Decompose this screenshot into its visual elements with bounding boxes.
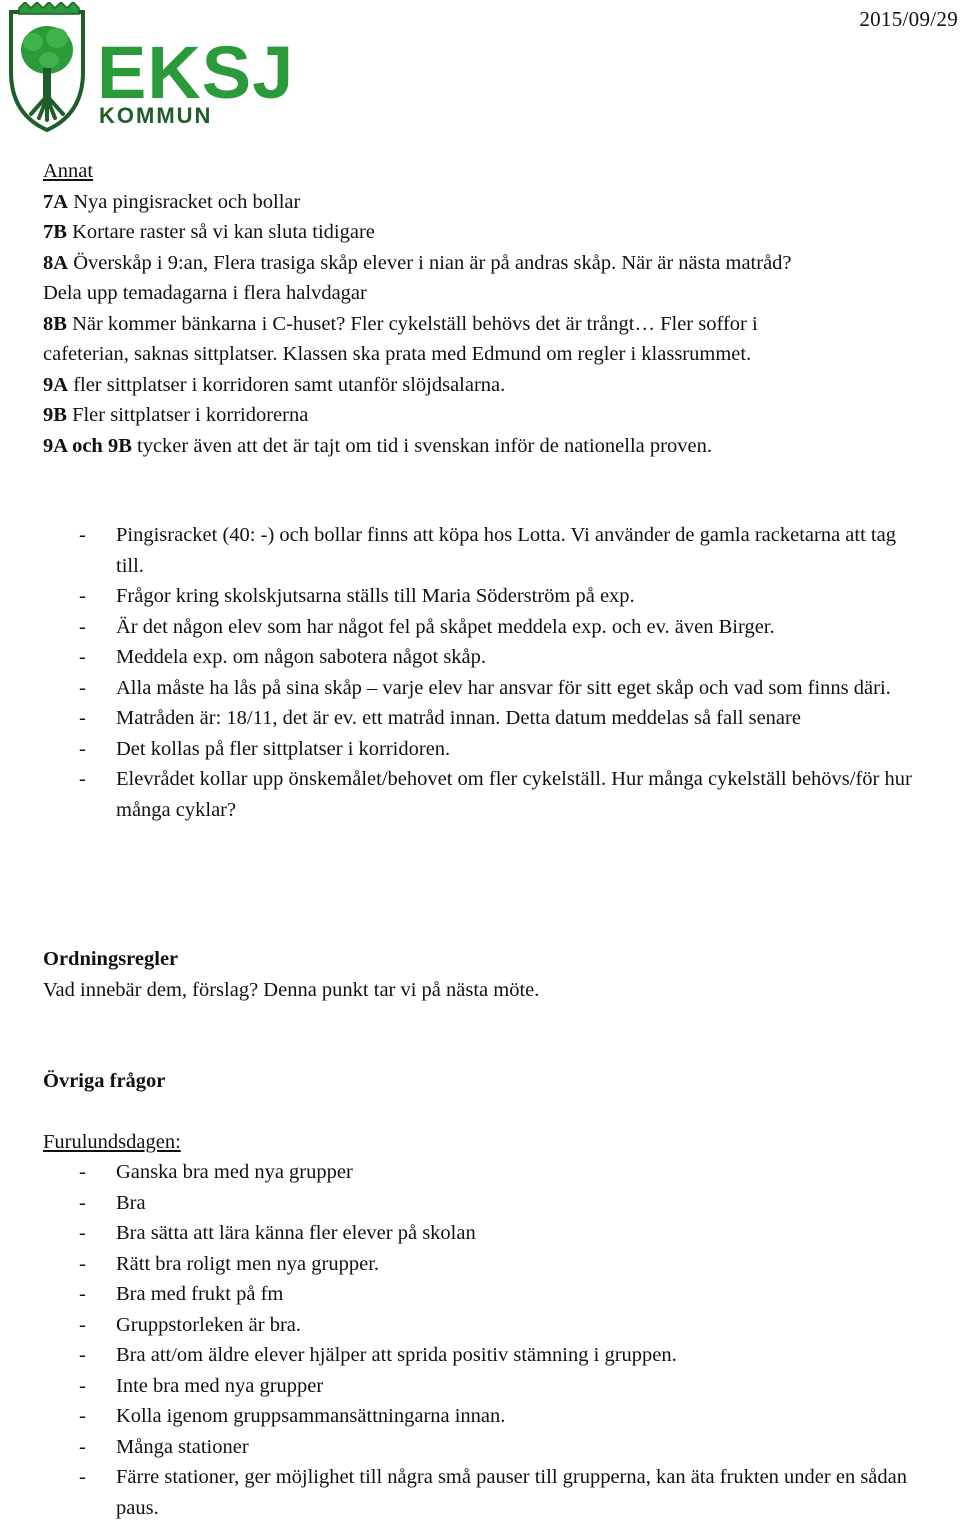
list-item: - Elevrådet kollar upp önskemålet/behovet om fler cykelställ. Hur många cykelställ behövs/för hur många cyklar? (79, 768, 912, 821)
ordningsregler-text: Vad innebär dem, förslag? Denna punkt tar vi på nästa möte. (43, 978, 540, 1001)
document-date: 2015/09/29 (859, 7, 958, 31)
class-item: 9B Fler sittplatser i korridorerna (43, 404, 309, 426)
class-item-cont: cafeterian, saknas sittplatser. Klassen ska prata med Edmund om regler i klassrummet. (43, 343, 752, 365)
eksjo-kommun-logo (5, 2, 297, 134)
svg-text:KOMMUN: KOMMUN (99, 103, 213, 128)
annat-section (43, 156, 943, 461)
list-item: - Är det någon elev som har något fel på skåpet meddela exp. och ev. även Birger. (79, 615, 775, 638)
class-item: 7A Nya pingisracket och bollar (43, 190, 301, 213)
ovriga-heading: Övriga frågor (43, 1070, 166, 1092)
ordningsregler-heading: Ordningsregler (43, 948, 179, 970)
class-item-cont: Dela upp temadagarna i flera halvdagar (43, 282, 367, 304)
furulundsdagen-section (43, 1127, 943, 1158)
class-item: 7B Kortare raster så vi kan sluta tidigare (43, 221, 375, 243)
class-item: 8A Överskåp i 9:an, Flera trasiga skåp elever i nian är på andras skåp. När är nästa matråd? (43, 251, 792, 274)
list-item: - Bra sätta att lära känna fler elever på skolan (79, 1222, 476, 1244)
list-item: - Bra att/om äldre elever hjälper att sprida positiv stämning i gruppen. (79, 1344, 677, 1366)
list-item: - Inte bra med nya grupper (79, 1374, 324, 1397)
list-item: - Det kollas på fler sittplatser i korridoren. (79, 737, 451, 760)
list-item: - Bra med frukt på fm (79, 1283, 284, 1305)
logo-graphic (5, 2, 297, 134)
list-item: - Meddela exp. om någon sabotera något skåp. (79, 646, 487, 668)
annat-heading: Annat (43, 160, 94, 182)
list-item: - Pingisracket (40: -) och bollar finns att köpa hos Lotta. Vi använder de gamla racketarna att tag till. (79, 524, 896, 577)
list-item: - Alla måste ha lås på sina skåp – varje elev har ansvar för sitt eget skåp och vad som finns däri. (79, 676, 891, 699)
list-item: - Rätt bra roligt men nya grupper. (79, 1252, 380, 1275)
list-item: - Gruppstorleken är bra. (79, 1313, 302, 1336)
list-item: - Ganska bra med nya grupper (79, 1161, 353, 1183)
class-item: 8B När kommer bänkarna i C-huset? Fler cykelställ behövs det är trångt… Fler soffor i (43, 312, 758, 335)
list-item: - Matråden är: 18/11, det är ev. ett matråd innan. Detta datum meddelas så fall senare (79, 707, 801, 729)
list-item: - Färre stationer, ger möjlighet till några små pauser till grupperna, kan äta frukten under en sådan paus. (79, 1466, 908, 1519)
class-item: 9A och 9B tycker även att det är tajt om tid i svenskan inför de nationella proven. (43, 434, 712, 457)
ordningsregler-section (43, 944, 943, 1005)
furulundsdagen-bullet-list (43, 1157, 923, 1523)
list-item: - Kolla igenom gruppsammansättningarna innan. (79, 1405, 506, 1427)
furulundsdagen-heading: Furulundsdagen: (43, 1131, 181, 1153)
list-item: - Många stationer (79, 1435, 249, 1458)
ovriga-section (43, 1066, 943, 1097)
svg-text:EKSJÖ: EKSJ (97, 31, 295, 114)
list-item: - Bra (79, 1191, 146, 1214)
list-item: - Frågor kring skolskjutsarna ställs till Maria Söderström på exp. (79, 585, 635, 607)
annat-bullet-list (43, 520, 923, 825)
crest-icon (11, 2, 83, 130)
class-item: 9A fler sittplatser i korridoren samt utanför slöjdsalarna. (43, 373, 506, 396)
